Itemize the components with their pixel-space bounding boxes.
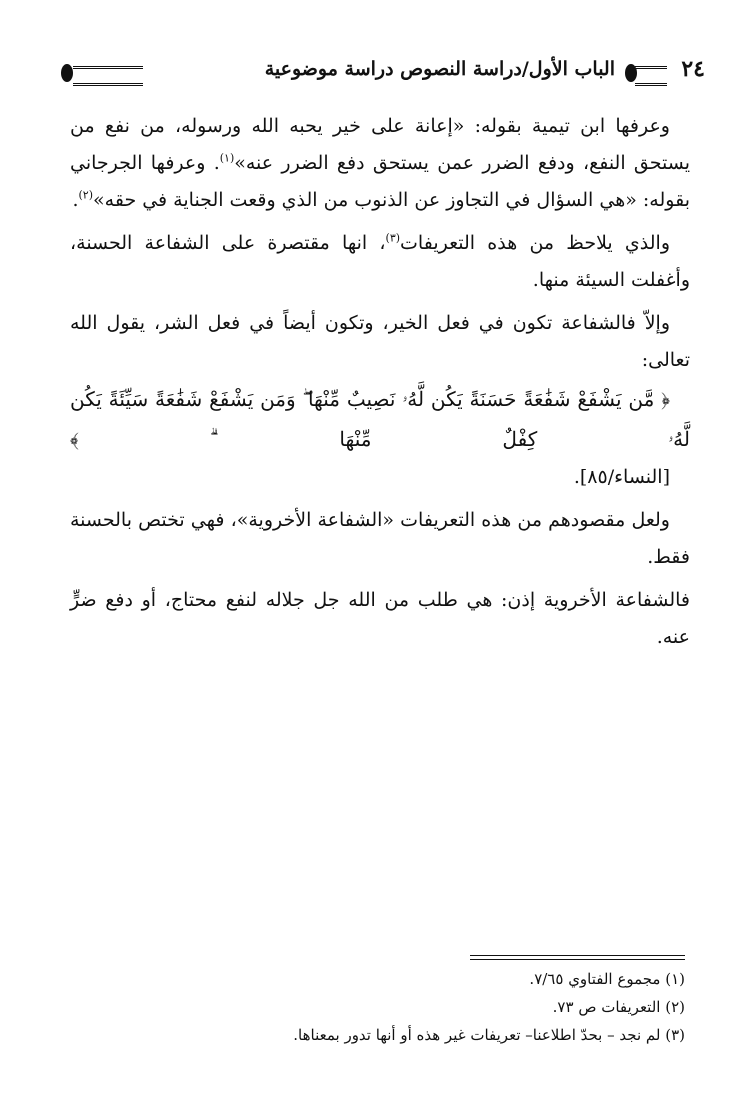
ibn-taymiyya-definition: وعرفها ابن تيمية بقوله: «إعانة على خير يحبه الله ورسوله، من نفع من يستحق النفع، ودفع الضرر عمن يستحق دفع الضرر عنه» <box>70 115 690 174</box>
ornament-end <box>61 64 73 82</box>
running-header <box>55 52 705 92</box>
verse-reference: [النساء/٨٥]. <box>573 466 670 488</box>
jurjani-definition: . وعرفها الجرجاني بقوله: «هي السؤال في التجاوز عن الذنوب من الذي وقعت الجناية في حقه» <box>70 152 690 211</box>
header-rule-left <box>73 66 143 86</box>
header-rule-right <box>635 66 667 86</box>
page-number: ٢٤ <box>681 56 705 82</box>
quran-verse: ﴿ مَّن يَشْفَعْ شَفَٰعَةً حَسَنَةً يَكُن لَّهُۥ نَصِيبٌ مِّنْهَا ۖ وَمَن يَشْفَعْ شَفَٰعَةً سَيِّئَةً يَكُن لَّهُۥ كِفْلٌ مِّنْهَا ۗ ﴾ <box>70 387 690 451</box>
footnote-separator <box>470 955 685 960</box>
footnotes <box>85 965 685 1049</box>
chapter-title: الباب الأول/دراسة النصوص دراسة موضوعية <box>264 58 615 80</box>
paragraph-purpose: ولعل مقصودهم من هذه التعريفات «الشفاعة الأخروية»، فهي تختص بالحسنة فقط. <box>70 509 690 568</box>
observation-start: والذي يلاحظ من هذه التعريفات <box>400 232 671 254</box>
footnote-3: (٣) لم نجد – بحدّ اطلاعنا– تعريفات غير هذه أو أنها تدور بمعناها. <box>293 1026 685 1044</box>
paragraph-evil-intercession <box>70 305 690 496</box>
main-text <box>70 108 690 662</box>
observation-end: ، انها مقتصرة على الشفاعة الحسنة، وأغفلت السيئة منها. <box>70 232 690 291</box>
paragraph-observation <box>70 225 690 299</box>
footnote-ref-2: (٢) <box>78 188 94 202</box>
intro-to-verse: وإلاّ فالشفاعة تكون في فعل الخير، وتكون أيضاً في فعل الشر، يقول الله تعالى: <box>70 312 690 371</box>
paragraph-definitions <box>70 108 690 219</box>
period: . <box>72 189 79 211</box>
footnote-ref-1: (١) <box>219 151 235 165</box>
footnote-ref-3: (٣) <box>385 231 401 245</box>
paragraph-conclusion: فالشفاعة الأخروية إذن: هي طلب من الله جل جلاله لنفع محتاج، أو دفع ضرٍّ عنه. <box>70 589 690 648</box>
footnote-2: (٢) التعريفات ص ٧٣. <box>552 998 685 1016</box>
footnote-1: (١) مجموع الفتاوي ٧/٦٥. <box>529 970 685 988</box>
